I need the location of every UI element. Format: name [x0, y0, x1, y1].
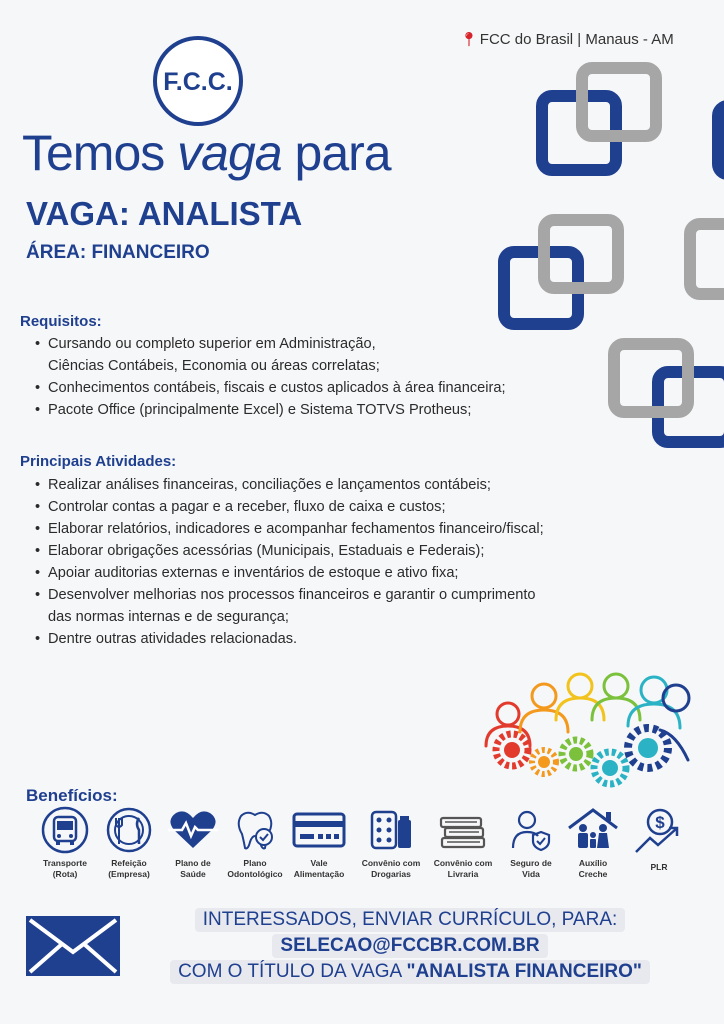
contact-email[interactable]: SELECAO@FCCBR.COM.BR: [272, 934, 547, 958]
benefit-plr: $ PLR: [624, 806, 694, 873]
benefit-dental: Plano Odontológico: [220, 806, 290, 880]
heart-pulse-icon: [166, 806, 220, 854]
list-item: • Conhecimentos contábeis, fiscais e custos aplicados à área financeira;: [32, 377, 612, 399]
benefits-title: Benefícios:: [26, 786, 118, 805]
map-pin-icon: 📍︎: [460, 31, 478, 47]
pharmacy-icon: [367, 806, 415, 854]
books-icon: [436, 806, 490, 854]
requirements-list: [32, 333, 612, 421]
benefit-life-insurance: Seguro de Vida: [496, 806, 566, 880]
headline: Temos vaga para: [22, 125, 391, 181]
meal-icon: [105, 806, 153, 854]
benefit-health: Plano de Saúde: [158, 806, 228, 880]
benefit-transport: Transporte (Rota): [30, 806, 100, 880]
contact-block: [150, 908, 670, 986]
decor-square-gray-4: [608, 338, 694, 418]
envelope-icon: [26, 916, 120, 976]
benefit-daycare: Auxílio Creche: [558, 806, 628, 880]
benefit-pharmacy: Convênio com Drogarias: [356, 806, 426, 880]
requirements-title: Requisitos:: [20, 313, 102, 330]
list-item: • Elaborar obrigações acessórias (Municipais, Estaduais e Federais);: [32, 540, 630, 562]
benefit-bookstore: Convênio com Livraria: [428, 806, 498, 880]
list-item: • Cursando ou completo superior em Administração, Ciências Contábeis, Economia ou áreas correlatas;: [32, 333, 612, 377]
family-home-icon: [566, 806, 620, 854]
decor-square-gray-1: [576, 62, 662, 142]
list-item: • Dentre outras atividades relacionadas.: [32, 628, 630, 650]
activities-list: [32, 474, 630, 650]
profit-icon: [632, 806, 686, 858]
contact-subject: COM O TÍTULO DA VAGA "ANALISTA FINANCEIRO": [170, 960, 650, 984]
list-item: • Realizar análises financeiras, conciliações e lançamentos contábeis;: [32, 474, 630, 496]
tooth-icon: [231, 806, 279, 854]
team-gears-illustration: [476, 668, 696, 794]
decor-square-gray-3: [684, 218, 724, 300]
activities-title: Principais Atividades:: [20, 453, 177, 470]
list-item: • Desenvolver melhorias nos processos financeiros e garantir o cumprimento das normas internas e de segurança;: [32, 584, 630, 628]
svg-text:F.C.C.: F.C.C.: [163, 68, 233, 96]
benefits-row: [30, 806, 700, 890]
list-item: • Apoiar auditorias externas e inventários de estoque e ativo fixa;: [32, 562, 630, 584]
card-icon: [291, 806, 347, 854]
job-area: ÁREA: FINANCEIRO: [26, 242, 210, 263]
location-text: FCC do Brasil | Manaus - AM: [479, 31, 674, 48]
job-title: VAGA: ANALISTA: [26, 195, 303, 232]
svg-text:$: $: [655, 813, 665, 832]
list-item: • Pacote Office (principalmente Excel) e Sistema TOTVS Protheus;: [32, 399, 612, 421]
contact-instruction: INTERESSADOS, ENVIAR CURRÍCULO, PARA:: [195, 908, 626, 932]
benefit-meal: Refeição (Empresa): [94, 806, 164, 880]
life-insurance-icon: [507, 806, 555, 854]
decor-square-blue-2: [712, 100, 724, 180]
fcc-logo: [152, 35, 244, 127]
decor-square-gray-2: [538, 214, 624, 294]
list-item: • Elaborar relatórios, indicadores e acompanhar fechamentos financeiro/fiscal;: [32, 518, 630, 540]
location-label: [460, 31, 674, 48]
benefit-food-card: Vale Alimentação: [284, 806, 354, 880]
bus-icon: [41, 806, 89, 854]
list-item: • Controlar contas a pagar e a receber, fluxo de caixa e custos;: [32, 496, 630, 518]
